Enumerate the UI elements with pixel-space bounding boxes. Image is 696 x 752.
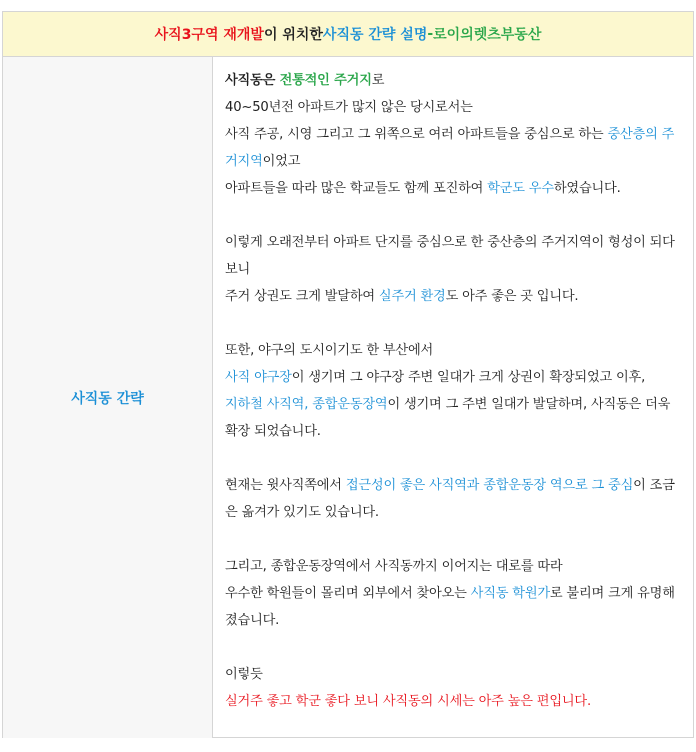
p6-l1: 이렇듯 bbox=[225, 667, 263, 682]
p3-l3b: 이 생기며 그 주변 일대가 발달하며, 사직동은 더욱 확장 되었습니다. bbox=[225, 397, 671, 439]
header-title-green: 로이의렛츠부동산 bbox=[433, 27, 542, 43]
p1-l1c: 로 bbox=[371, 73, 385, 88]
paragraph-5 bbox=[225, 553, 683, 634]
header-title-sep: - bbox=[427, 26, 434, 42]
p3-l2b: 이 생기며 그 야구장 주변 일대가 크게 상권이 확장되었고 이후, bbox=[291, 370, 646, 385]
table-header bbox=[3, 12, 693, 57]
p5-l2c: 로 불리며 크게 유명해졌습니다. bbox=[225, 586, 675, 628]
p4-l1c: 이 조금은 옮겨가 있기도 있습니다. bbox=[225, 478, 675, 520]
p1-l4b: 학군도 우수 bbox=[487, 181, 554, 196]
header-title-mid: 이 위치한 bbox=[263, 27, 323, 43]
p2-l2a: 주거 상권도 크게 발달하여 bbox=[225, 289, 379, 304]
p1-l4a: 아파트들을 따라 많은 학교들도 함께 포진하여 bbox=[225, 181, 488, 196]
p3-l2a: 사직 야구장 bbox=[225, 370, 292, 385]
p6-l2: 실거주 좋고 학군 좋다 보니 사직동의 시세는 아주 높은 편입니다. bbox=[225, 694, 591, 709]
p1-l3a: 사직 주공, 시영 그리고 그 위쪽으로 여러 아파트들을 중심으로 하는 bbox=[225, 127, 608, 142]
paragraph-6 bbox=[225, 661, 683, 715]
p5-l2b: 사직동 학원가 bbox=[470, 586, 550, 601]
row-content bbox=[213, 57, 693, 738]
p1-l3c: 이었고 bbox=[262, 154, 301, 169]
p3-l3a: 지하철 사직역, 종합운동장역 bbox=[225, 397, 388, 412]
p2-l2b: 실주거 환경 bbox=[378, 289, 446, 304]
header-title-red: 사직3구역 재개발 bbox=[154, 27, 264, 43]
info-table bbox=[2, 11, 694, 738]
paragraph-2 bbox=[225, 229, 683, 310]
p1-l1b: 전통적인 주거지 bbox=[279, 73, 372, 88]
p4-l1b: 접근성이 좋은 사직역과 종합운동장 역으로 그 중심 bbox=[345, 478, 634, 493]
header-title-blue: 사직동 간략 설명 bbox=[322, 27, 428, 43]
paragraph-4 bbox=[225, 472, 683, 526]
p5-l1: 그리고, 종합운동장역에서 사직동까지 이어지는 대로를 따라 bbox=[225, 559, 563, 574]
p2-l2c: 도 아주 좋은 곳 입니다. bbox=[445, 289, 579, 304]
p3-l1: 또한, 야구의 도시이기도 한 부산에서 bbox=[225, 343, 434, 358]
row-label: 사직동 간략 bbox=[3, 57, 213, 738]
p2-l1: 이렇게 오래전부터 아파트 단지를 중심으로 한 중산층의 주거지역이 형성이 되다 보니 bbox=[225, 235, 675, 277]
paragraph-3 bbox=[225, 337, 683, 445]
table-row bbox=[3, 57, 693, 738]
paragraph-1 bbox=[225, 67, 683, 202]
p1-l2: 40~50년전 아파트가 많지 않은 당시로서는 bbox=[225, 100, 473, 115]
p1-l1a: 사직동은 bbox=[225, 73, 280, 88]
p5-l2a: 우수한 학원들이 몰리며 외부에서 찾아오는 bbox=[225, 586, 471, 601]
p4-l1a: 현재는 윗사직쪽에서 bbox=[225, 478, 346, 493]
p1-l3b: 중산층의 주거지역 bbox=[225, 127, 675, 169]
p1-l4c: 하였습니다. bbox=[553, 181, 621, 196]
